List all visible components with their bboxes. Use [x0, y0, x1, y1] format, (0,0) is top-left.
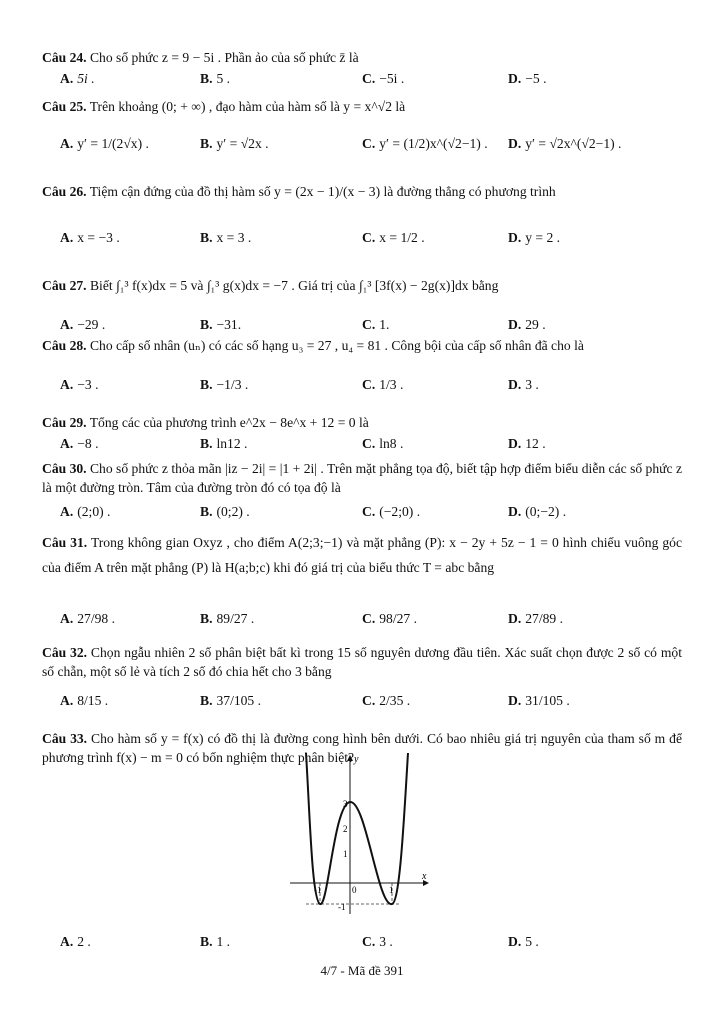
q24-option-a[interactable] [60, 70, 95, 88]
q32-option-b[interactable] [200, 692, 261, 710]
q27-option-a[interactable] [60, 316, 105, 334]
option-letter: C. [362, 71, 376, 86]
option-value: x = 1/2 . [379, 230, 425, 245]
option-letter: B. [200, 611, 213, 626]
q27-option-b[interactable] [200, 316, 241, 334]
option-value: x = 3 . [216, 230, 252, 245]
option-value: 5 . [216, 71, 231, 86]
option-letter: C. [362, 136, 376, 151]
question-label: Câu 24. [42, 50, 87, 65]
option-value: 37/105 . [216, 693, 262, 708]
question-28 [42, 336, 682, 355]
q29-option-c[interactable] [362, 435, 403, 453]
question-label: Câu 27. [42, 278, 87, 293]
option-letter: A. [60, 317, 74, 332]
option-value: −8 . [77, 436, 99, 451]
question-label: Câu 28. [42, 338, 87, 353]
option-value: 3 . [525, 377, 539, 392]
question-text: Cho số phức z thỏa mãn |iz − 2i| = |1 + 2i| . Trên mặt phẳng tọa độ, biết tập hợp điểm biểu diễn các số phức z là một đường tròn. Tâm của đường tròn đó có tọa độ là [42, 461, 682, 495]
question-31 [42, 530, 682, 580]
origin-label: 0 [352, 885, 357, 895]
option-letter: C. [362, 317, 376, 332]
option-letter: C. [362, 693, 376, 708]
option-letter: D. [508, 934, 522, 949]
q25-option-a[interactable] [60, 135, 149, 153]
option-value: −3 . [77, 377, 99, 392]
tick-y2: 2 [343, 824, 348, 834]
q28-option-b[interactable] [200, 376, 248, 394]
q25-option-b[interactable] [200, 135, 269, 153]
q33-option-a[interactable] [60, 933, 91, 951]
option-letter: A. [60, 934, 74, 949]
option-letter: A. [60, 693, 74, 708]
question-label: Câu 29. [42, 415, 87, 430]
question-29 [42, 413, 682, 432]
question-32 [42, 643, 682, 681]
option-value: y′ = √2x^(√2−1) . [525, 136, 622, 151]
q27-option-d[interactable] [508, 316, 546, 334]
q33-option-d[interactable] [508, 933, 539, 951]
tick-x1: 1 [389, 885, 394, 895]
option-value: 31/105 . [525, 693, 570, 708]
tick-y1: 1 [343, 849, 348, 859]
option-value: −31. [216, 317, 242, 332]
option-value: −5i . [379, 71, 405, 86]
q28-option-c[interactable] [362, 376, 403, 394]
option-letter: C. [362, 230, 376, 245]
option-letter: C. [362, 934, 376, 949]
option-letter: A. [60, 611, 74, 626]
q30-option-c[interactable] [362, 503, 420, 521]
option-value: 2/35 . [379, 693, 411, 708]
q28-option-a[interactable] [60, 376, 98, 394]
option-value: 1. [379, 317, 390, 332]
option-value: (2;0) . [77, 504, 111, 519]
question-text: Cho hàm số y = f(x) có đồ thị là đường cong hình bên dưới. Có bao nhiêu giá trị nguyên của tham số m để phương trình f(x) − m = 0 có bốn nghiệm thực phân biệt? [42, 731, 682, 765]
option-letter: C. [362, 377, 376, 392]
q30-option-b[interactable] [200, 503, 250, 521]
q26-option-b[interactable] [200, 229, 251, 247]
option-letter: A. [60, 230, 74, 245]
q32-option-a[interactable] [60, 692, 108, 710]
option-letter: B. [200, 504, 213, 519]
q28-option-d[interactable] [508, 376, 539, 394]
option-value: ln12 . [216, 436, 248, 451]
question-label: Câu 31. [42, 535, 88, 550]
option-letter: A. [60, 136, 74, 151]
question-text: Tiệm cận đứng của đồ thị hàm số y = (2x − 1)/(x − 3) là đường thẳng có phương trình [89, 184, 556, 199]
option-value: 8/15 . [77, 693, 109, 708]
q26-option-c[interactable] [362, 229, 425, 247]
q31-option-a[interactable] [60, 610, 115, 628]
question-25 [42, 97, 682, 116]
option-letter: B. [200, 136, 213, 151]
option-value: 12 . [525, 436, 546, 451]
option-value: x = −3 . [77, 230, 120, 245]
q27-option-c[interactable] [362, 316, 389, 334]
question-text: Trong không gian Oxyz , cho điểm A(2;3;−1) và mặt phẳng (P): x − 2y + 5z − 1 = 0 hình chiếu vuông góc của điểm A trên mặt phẳng (P) là H(a;b;c) khi đó giá trị của biểu thức T = abc bằng [42, 535, 682, 575]
option-letter: C. [362, 504, 376, 519]
option-value: 2 . [77, 934, 91, 949]
option-letter: C. [362, 611, 376, 626]
option-value: y = 2 . [525, 230, 561, 245]
option-letter: B. [200, 693, 213, 708]
question-text: Cho số phức z = 9 − 5i . Phần ảo của số phức z̄ là [89, 50, 359, 65]
option-value: −5 . [525, 71, 547, 86]
tick-yneg1: -1 [338, 902, 346, 912]
q29-option-a[interactable] [60, 435, 98, 453]
q29-option-d[interactable] [508, 435, 546, 453]
q30-option-d[interactable] [508, 503, 566, 521]
option-letter: D. [508, 377, 522, 392]
function-curve [306, 753, 408, 904]
option-letter: B. [200, 317, 213, 332]
option-value: y′ = (1/2)x^(√2−1) . [379, 136, 488, 151]
question-27 [42, 276, 682, 295]
option-letter: D. [508, 71, 522, 86]
option-value: y′ = 1/(2√x) . [77, 136, 149, 151]
q26-option-d[interactable] [508, 229, 560, 247]
option-value: −1/3 . [216, 377, 249, 392]
x-label: x [422, 871, 427, 882]
option-value: 1/3 . [379, 377, 404, 392]
q31-option-d[interactable] [508, 610, 563, 628]
option-letter: D. [508, 230, 522, 245]
q29-option-b[interactable] [200, 435, 247, 453]
q25-option-c[interactable] [362, 135, 488, 153]
q25-option-d[interactable] [508, 135, 621, 153]
option-letter: D. [508, 436, 522, 451]
option-value: 1 . [216, 934, 231, 949]
option-value: 27/98 . [77, 611, 115, 626]
q32-option-d[interactable] [508, 692, 570, 710]
question-24 [42, 48, 682, 67]
option-letter: D. [508, 136, 522, 151]
q31-option-b[interactable] [200, 610, 254, 628]
option-value: 3 . [379, 934, 393, 949]
option-value: 89/27 . [216, 611, 255, 626]
option-letter: D. [508, 504, 522, 519]
option-value: 98/27 . [379, 611, 417, 626]
option-value: (−2;0) . [379, 504, 421, 519]
option-letter: D. [508, 693, 522, 708]
question-label: Câu 33. [42, 731, 88, 746]
q24-option-b[interactable] [200, 70, 230, 88]
option-value: 29 . [525, 317, 546, 332]
option-value: 5i . [77, 71, 95, 86]
option-value: −29 . [77, 317, 106, 332]
option-letter: D. [508, 611, 522, 626]
question-text: Cho cấp số nhân (uₙ) có các số hạng u₃ = 27 , u₄ = 81 . Công bội của cấp số nhân đã cho là [89, 338, 584, 353]
option-value: 5 . [525, 934, 539, 949]
option-value: y′ = √2x . [216, 136, 269, 151]
y-label: y [354, 754, 359, 765]
option-value: (0;−2) . [525, 504, 567, 519]
option-value: ln8 . [379, 436, 404, 451]
q32-option-c[interactable] [362, 692, 410, 710]
option-letter: B. [200, 436, 213, 451]
option-letter: A. [60, 436, 74, 451]
q24-option-d[interactable] [508, 70, 546, 88]
function-graph [288, 748, 436, 918]
option-letter: A. [60, 504, 74, 519]
q30-option-a[interactable] [60, 503, 110, 521]
option-letter: B. [200, 230, 213, 245]
page-footer: 4/7 - Mã đề 391 [320, 963, 404, 978]
tick-xneg1: -1 [314, 885, 322, 895]
option-letter: D. [508, 317, 522, 332]
q33-option-c[interactable] [362, 933, 393, 951]
option-value: (0;2) . [216, 504, 250, 519]
q31-option-c[interactable] [362, 610, 417, 628]
question-26 [42, 182, 682, 201]
option-value: 27/89 . [525, 611, 563, 626]
q24-option-c[interactable] [362, 70, 404, 88]
question-label: Câu 32. [42, 645, 88, 660]
question-text: Trên khoảng (0; + ∞) , đạo hàm của hàm số là y = x^√2 là [89, 99, 406, 114]
question-30 [42, 459, 682, 497]
option-letter: A. [60, 377, 74, 392]
q33-option-b[interactable] [200, 933, 230, 951]
question-label: Câu 25. [42, 99, 87, 114]
q26-option-a[interactable] [60, 229, 120, 247]
option-letter: A. [60, 71, 74, 86]
question-text: Chọn ngẫu nhiên 2 số phân biệt bất kì trong 15 số nguyên dương đầu tiên. Xác suất chọn được 2 số có một số chẵn, một số lẻ và tích 2 số đó chia hết cho 3 bằng [42, 645, 682, 679]
tick-y3: 3 [343, 799, 348, 809]
question-label: Câu 30. [42, 461, 87, 476]
option-letter: B. [200, 377, 213, 392]
question-text: Tổng các của phương trình e^2x − 8e^x + 12 = 0 là [89, 415, 369, 430]
option-letter: B. [200, 934, 213, 949]
option-letter: B. [200, 71, 213, 86]
question-label: Câu 26. [42, 184, 87, 199]
question-text: Biết ∫₁³ f(x)dx = 5 và ∫₁³ g(x)dx = −7 . Giá trị của ∫₁³ [3f(x) − 2g(x)]dx bằng [89, 278, 499, 293]
option-letter: C. [362, 436, 376, 451]
